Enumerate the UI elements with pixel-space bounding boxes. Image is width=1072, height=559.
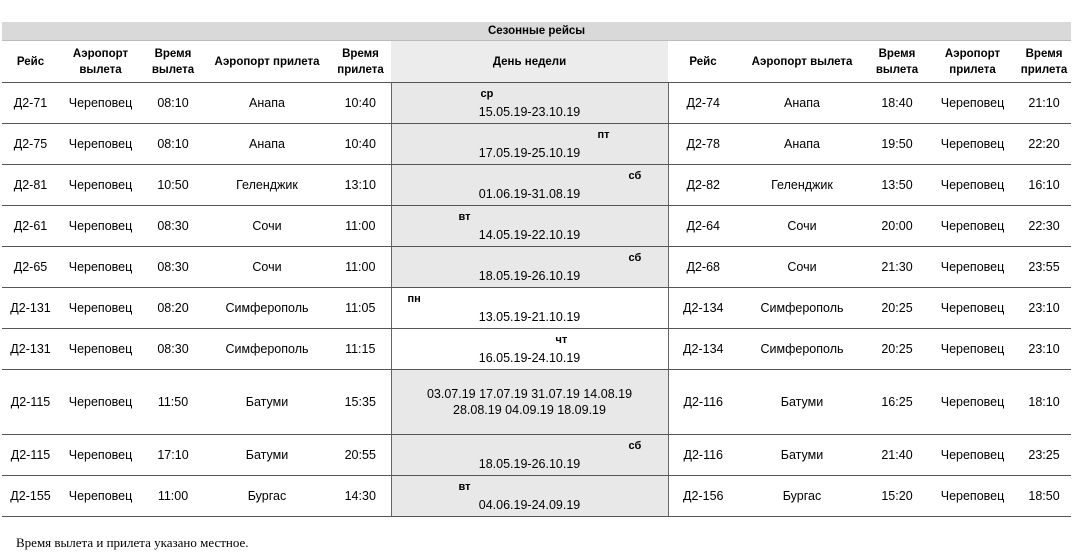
header-dep-airport: Аэропорт вылета — [59, 41, 142, 83]
dep-airport-return: Сочи — [738, 247, 866, 288]
arr-airport-return: Череповец — [928, 476, 1017, 517]
arr-airport-return: Череповец — [928, 165, 1017, 206]
arr-time-return: 21:10 — [1017, 83, 1071, 124]
table-row — [2, 83, 1071, 124]
weekday-cell — [391, 476, 668, 517]
dep-airport-out: Череповец — [59, 329, 142, 370]
flight-return: Д2-78 — [668, 124, 738, 165]
arr-time-return: 22:20 — [1017, 124, 1071, 165]
flight-out: Д2-81 — [2, 165, 59, 206]
table-row — [2, 476, 1071, 517]
date-range: 01.06.19-31.08.19 — [478, 187, 581, 201]
flight-return: Д2-134 — [668, 329, 738, 370]
flight-return: Д2-156 — [668, 476, 738, 517]
dep-time-out: 11:00 — [142, 476, 204, 517]
flight-out: Д2-131 — [2, 288, 59, 329]
arr-airport-out: Батуми — [204, 435, 330, 476]
dates-list-cell — [391, 370, 668, 435]
flight-out: Д2-131 — [2, 329, 59, 370]
flight-return: Д2-82 — [668, 165, 738, 206]
flight-return: Д2-74 — [668, 83, 738, 124]
arr-airport-out: Сочи — [204, 247, 330, 288]
table-row — [2, 435, 1071, 476]
weekday-cell — [391, 206, 668, 247]
table-row — [2, 124, 1071, 165]
dep-time-out: 10:50 — [142, 165, 204, 206]
arr-time-out: 10:40 — [330, 83, 391, 124]
dates-line-2: 28.08.19 04.09.19 18.09.19 — [453, 403, 606, 417]
date-range: 18.05.19-26.10.19 — [478, 457, 581, 471]
header-flight: Рейс — [2, 41, 59, 83]
dep-airport-return: Симферополь — [738, 329, 866, 370]
dep-time-out: 08:30 — [142, 206, 204, 247]
table-row — [2, 206, 1071, 247]
dep-airport-out: Череповец — [59, 247, 142, 288]
date-range: 13.05.19-21.10.19 — [478, 310, 581, 324]
header-dep-airport-return: Аэропорт вылета — [738, 41, 866, 83]
weekday-cell — [391, 288, 668, 329]
arr-airport-out: Анапа — [204, 124, 330, 165]
flight-out: Д2-71 — [2, 83, 59, 124]
arr-airport-out: Батуми — [204, 370, 330, 435]
flight-out: Д2-61 — [2, 206, 59, 247]
weekday-label: вт — [458, 211, 471, 223]
arr-airport-return: Череповец — [928, 247, 1017, 288]
weekday-label: сб — [628, 440, 642, 452]
weekday-label: пн — [407, 293, 421, 305]
arr-time-out: 15:35 — [330, 370, 391, 435]
arr-time-return: 18:50 — [1017, 476, 1071, 517]
dep-time-out: 11:50 — [142, 370, 204, 435]
arr-airport-return: Череповец — [928, 206, 1017, 247]
flight-return: Д2-134 — [668, 288, 738, 329]
header-arr-airport-return: Аэропорт прилета — [928, 41, 1017, 83]
flight-out: Д2-65 — [2, 247, 59, 288]
arr-time-return: 23:10 — [1017, 288, 1071, 329]
dep-airport-out: Череповец — [59, 83, 142, 124]
arr-airport-return: Череповец — [928, 435, 1017, 476]
arr-airport-out: Симферополь — [204, 288, 330, 329]
header-flight-return: Рейс — [668, 41, 738, 83]
header-arr-time-return: Время прилета — [1017, 41, 1071, 83]
dep-airport-return: Геленджик — [738, 165, 866, 206]
arr-time-out: 11:00 — [330, 206, 391, 247]
table-row — [2, 165, 1071, 206]
date-range: 18.05.19-26.10.19 — [478, 269, 581, 283]
dep-time-return: 21:30 — [866, 247, 928, 288]
dep-time-out: 08:20 — [142, 288, 204, 329]
flight-return: Д2-116 — [668, 435, 738, 476]
dep-time-return: 20:25 — [866, 329, 928, 370]
seasonal-flights-table — [2, 22, 1071, 517]
arr-time-out: 20:55 — [330, 435, 391, 476]
flight-out: Д2-115 — [2, 435, 59, 476]
table-row — [2, 288, 1071, 329]
arr-time-out: 14:30 — [330, 476, 391, 517]
dep-airport-out: Череповец — [59, 476, 142, 517]
dep-airport-out: Череповец — [59, 435, 142, 476]
dep-airport-out: Череповец — [59, 206, 142, 247]
dep-time-return: 13:50 — [866, 165, 928, 206]
weekday-cell — [391, 329, 668, 370]
weekday-cell — [391, 247, 668, 288]
weekday-label: сб — [628, 170, 642, 182]
dep-airport-out: Череповец — [59, 165, 142, 206]
dep-time-out: 08:30 — [142, 329, 204, 370]
arr-time-out: 11:15 — [330, 329, 391, 370]
arr-time-out: 13:10 — [330, 165, 391, 206]
header-dep-time: Время вылета — [142, 41, 204, 83]
dep-time-return: 21:40 — [866, 435, 928, 476]
dep-airport-return: Бургас — [738, 476, 866, 517]
weekday-cell — [391, 83, 668, 124]
weekday-label: ср — [480, 88, 494, 100]
arr-time-return: 23:25 — [1017, 435, 1071, 476]
weekday-cell — [391, 124, 668, 165]
weekday-cell — [391, 435, 668, 476]
flight-return: Д2-64 — [668, 206, 738, 247]
header-arr-airport: Аэропорт прилета — [204, 41, 330, 83]
arr-airport-return: Череповец — [928, 124, 1017, 165]
dep-airport-return: Батуми — [738, 435, 866, 476]
flight-return: Д2-116 — [668, 370, 738, 435]
dep-time-return: 15:20 — [866, 476, 928, 517]
dates-line-1: 03.07.19 17.07.19 31.07.19 14.08.19 — [426, 387, 633, 401]
arr-airport-out: Симферополь — [204, 329, 330, 370]
arr-time-return: 16:10 — [1017, 165, 1071, 206]
dep-time-out: 08:10 — [142, 124, 204, 165]
dep-time-out: 17:10 — [142, 435, 204, 476]
dep-time-out: 08:10 — [142, 83, 204, 124]
arr-airport-return: Череповец — [928, 370, 1017, 435]
arr-airport-out: Сочи — [204, 206, 330, 247]
arr-airport-return: Череповец — [928, 288, 1017, 329]
dep-airport-out: Череповец — [59, 124, 142, 165]
header-arr-time: Время прилета — [330, 41, 391, 83]
arr-airport-out: Бургас — [204, 476, 330, 517]
dep-time-out: 08:30 — [142, 247, 204, 288]
header-dep-time-return: Время вылета — [866, 41, 928, 83]
arr-time-return: 22:30 — [1017, 206, 1071, 247]
date-range: 04.06.19-24.09.19 — [478, 498, 581, 512]
dep-time-return: 19:50 — [866, 124, 928, 165]
table-row — [2, 247, 1071, 288]
footnote: Время вылета и прилета указано местное. — [16, 535, 249, 550]
weekday-label: чт — [555, 334, 568, 346]
arr-airport-out: Геленджик — [204, 165, 330, 206]
weekday-label: вт — [458, 481, 471, 493]
dep-airport-return: Анапа — [738, 124, 866, 165]
dep-airport-return: Анапа — [738, 83, 866, 124]
arr-airport-return: Череповец — [928, 83, 1017, 124]
weekday-cell — [391, 165, 668, 206]
flight-out: Д2-75 — [2, 124, 59, 165]
arr-time-return: 23:10 — [1017, 329, 1071, 370]
weekday-label: сб — [628, 252, 642, 264]
dep-airport-out: Череповец — [59, 288, 142, 329]
dep-time-return: 16:25 — [866, 370, 928, 435]
dep-airport-return: Батуми — [738, 370, 866, 435]
weekday-label: пт — [597, 129, 610, 141]
arr-time-return: 18:10 — [1017, 370, 1071, 435]
dep-airport-out: Череповец — [59, 370, 142, 435]
dep-time-return: 20:25 — [866, 288, 928, 329]
flight-out: Д2-155 — [2, 476, 59, 517]
date-range: 14.05.19-22.10.19 — [478, 228, 581, 242]
flight-return: Д2-68 — [668, 247, 738, 288]
table-row — [2, 329, 1071, 370]
dep-time-return: 18:40 — [866, 83, 928, 124]
date-range: 17.05.19-25.10.19 — [478, 146, 581, 160]
arr-time-out: 11:05 — [330, 288, 391, 329]
flight-out: Д2-115 — [2, 370, 59, 435]
date-range: 16.05.19-24.10.19 — [478, 351, 581, 365]
dep-airport-return: Симферополь — [738, 288, 866, 329]
arr-time-return: 23:55 — [1017, 247, 1071, 288]
header-weekday: День недели — [391, 41, 668, 83]
table-row — [2, 370, 1071, 435]
dep-time-return: 20:00 — [866, 206, 928, 247]
date-range: 15.05.19-23.10.19 — [478, 105, 581, 119]
arr-airport-return: Череповец — [928, 329, 1017, 370]
arr-time-out: 11:00 — [330, 247, 391, 288]
dep-airport-return: Сочи — [738, 206, 866, 247]
arr-time-out: 10:40 — [330, 124, 391, 165]
table-title: Сезонные рейсы — [2, 22, 1071, 41]
arr-airport-out: Анапа — [204, 83, 330, 124]
